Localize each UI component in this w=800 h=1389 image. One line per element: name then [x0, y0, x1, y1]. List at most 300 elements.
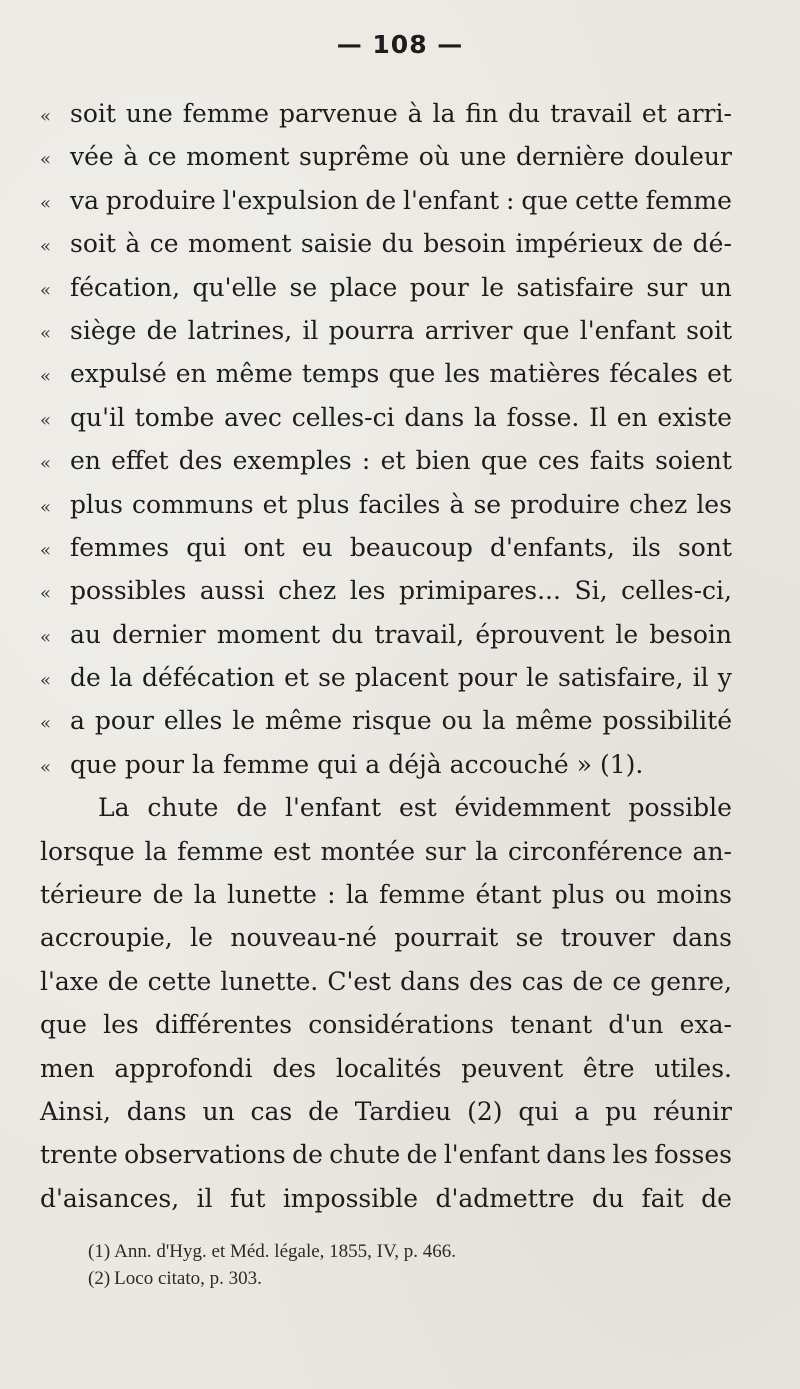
word: le — [190, 923, 213, 953]
word: moment — [216, 619, 321, 649]
word: de — [70, 663, 101, 693]
word: observations — [124, 1140, 286, 1170]
word: l'expulsion — [222, 185, 359, 215]
word: faciles — [358, 489, 441, 519]
word: l'axe — [40, 966, 99, 996]
quote-mark: « — [40, 626, 52, 648]
word: utiles. — [654, 1053, 732, 1083]
page-number: — 108 — — [336, 30, 464, 59]
word: genre, — [650, 966, 732, 996]
word: primipares... — [398, 576, 561, 606]
word: dernière — [516, 142, 625, 172]
word: impossible — [282, 1183, 419, 1213]
word: qu'elle — [192, 272, 278, 302]
text-line — [40, 526, 732, 569]
word: y — [717, 663, 732, 693]
text-line — [40, 1090, 732, 1133]
word: les — [696, 489, 732, 519]
word: moment — [188, 229, 292, 259]
word: trente — [40, 1140, 118, 1170]
word: matières — [489, 359, 601, 389]
word: le — [232, 706, 256, 736]
word: celles-ci, — [621, 576, 732, 606]
word: La — [98, 793, 130, 823]
word: impérieux — [515, 229, 643, 259]
line-text — [70, 699, 732, 742]
word: à — [125, 229, 141, 259]
quote-mark: « — [40, 583, 52, 605]
line-text — [40, 1177, 732, 1220]
word: sur — [646, 272, 688, 302]
word: (2) — [467, 1096, 503, 1126]
line-text — [70, 396, 732, 439]
word: et — [707, 359, 732, 389]
word: soit — [70, 229, 116, 259]
word: saisie — [300, 229, 373, 259]
word: a — [574, 1096, 590, 1126]
word: ce — [149, 229, 179, 259]
word: trouver — [560, 923, 655, 953]
word: même — [515, 706, 593, 736]
word: plus — [551, 880, 605, 910]
line-text — [70, 526, 732, 569]
word: pourrait — [394, 923, 499, 953]
line-text — [40, 873, 732, 916]
footnote — [88, 1238, 728, 1265]
word: pu — [605, 1096, 638, 1126]
word: men — [40, 1053, 95, 1083]
text-line — [40, 656, 732, 699]
word: l'enfant — [443, 1140, 540, 1170]
line-text — [70, 135, 732, 178]
word: à — [449, 489, 465, 519]
word: même — [264, 706, 342, 736]
word: se — [515, 923, 544, 953]
word: avec — [224, 402, 282, 432]
text-line — [40, 613, 732, 656]
line-text — [70, 656, 732, 699]
word: même — [215, 359, 293, 389]
word: existe — [657, 402, 732, 432]
word: pour — [124, 749, 185, 779]
word: soit — [686, 315, 732, 345]
line-text — [70, 266, 732, 309]
word: effet — [111, 446, 169, 476]
word: : — [506, 185, 515, 215]
line-text — [40, 1090, 732, 1133]
line-text — [40, 830, 732, 873]
word: le — [615, 619, 639, 649]
word: que — [70, 749, 117, 779]
word: déjà — [388, 749, 442, 779]
text-line — [40, 1133, 732, 1176]
word: lunette — [226, 880, 317, 910]
word: qui — [518, 1096, 559, 1126]
word: la — [109, 663, 133, 693]
line-text — [40, 786, 732, 829]
word: évidemment — [454, 793, 611, 823]
word: la — [432, 99, 456, 128]
word: pourra — [328, 315, 415, 345]
quote-mark: « — [40, 366, 52, 388]
text-line — [40, 352, 732, 395]
word: fin — [465, 99, 499, 128]
word: dans — [400, 966, 460, 996]
word: de — [365, 185, 397, 215]
word: fait — [641, 1183, 684, 1213]
word: parvenue — [278, 99, 398, 128]
word: fosse. — [506, 402, 580, 432]
word: Tardieu — [354, 1096, 452, 1126]
word: la — [144, 836, 168, 866]
word: place — [329, 272, 398, 302]
line-text — [40, 916, 732, 959]
word: à — [407, 99, 423, 128]
word: de — [406, 1140, 438, 1170]
word: de — [572, 966, 604, 996]
word: chute — [147, 793, 219, 823]
quote-mark: « — [40, 713, 52, 735]
word: la — [192, 749, 215, 779]
word: circonférence — [508, 836, 683, 866]
word: besoin — [423, 229, 507, 259]
word: l'enfant — [285, 793, 382, 823]
word: les — [444, 359, 481, 389]
word: fécales — [609, 359, 698, 389]
word: qui — [186, 532, 227, 562]
word: produire — [510, 489, 621, 519]
line-text — [40, 1047, 732, 1090]
text-line — [40, 699, 732, 742]
word: d'aisances, — [40, 1183, 180, 1213]
word: d'admettre — [435, 1183, 575, 1213]
word: (1). — [599, 749, 644, 779]
word: suprême — [299, 142, 410, 172]
word: éprouvent — [475, 619, 605, 649]
word: ils — [631, 532, 661, 562]
word: possibilité — [602, 706, 732, 736]
word: et — [284, 663, 309, 693]
word: étant — [475, 880, 542, 910]
quote-mark: « — [40, 106, 52, 127]
word: et — [380, 446, 406, 476]
word: femme — [378, 880, 466, 910]
word: moins — [656, 880, 732, 910]
text-line — [40, 1177, 732, 1220]
word: de — [236, 793, 268, 823]
word: accroupie, — [40, 923, 173, 953]
line-text — [70, 309, 732, 352]
quote-mark: « — [40, 192, 52, 214]
word: tenant — [510, 1010, 593, 1040]
word: en — [175, 359, 207, 389]
word: se — [473, 489, 502, 519]
word: la — [482, 706, 506, 736]
footnote — [88, 1265, 728, 1292]
text-line — [40, 569, 732, 612]
word: ont — [243, 532, 285, 562]
word: l'enfant — [579, 315, 676, 345]
word: du — [591, 1183, 625, 1213]
word: faits — [589, 446, 645, 476]
word: Ainsi, — [40, 1096, 111, 1126]
word: possibles — [70, 576, 187, 606]
word: il — [302, 315, 319, 345]
word: que — [480, 446, 528, 476]
word: le — [526, 663, 549, 693]
word: défécation — [142, 663, 275, 693]
body-text — [40, 92, 732, 1220]
word: arri- — [676, 99, 732, 128]
word: femmes — [70, 532, 170, 562]
line-text — [70, 222, 732, 265]
word: sur — [424, 836, 466, 866]
line-text — [40, 960, 732, 1003]
word: considérations — [308, 1010, 494, 1040]
text-line — [40, 179, 732, 222]
footnote-text: Ann. d'Hyg. et Méd. légale, 1855, IV, p. 466. — [114, 1241, 457, 1262]
line-text — [70, 92, 732, 135]
word: celles-ci — [291, 402, 395, 432]
text-line — [40, 135, 732, 178]
word: au — [70, 619, 102, 649]
word: le — [481, 272, 505, 302]
word: peuvent — [461, 1053, 564, 1083]
word: réunir — [653, 1096, 732, 1126]
word: se — [318, 663, 346, 693]
word: ou — [441, 706, 473, 736]
word: de — [107, 966, 139, 996]
word: les — [103, 1010, 139, 1040]
word: chute — [329, 1140, 401, 1170]
word: de — [308, 1096, 339, 1126]
word: des — [178, 446, 223, 476]
line-text — [70, 483, 732, 526]
word: approfondi — [114, 1053, 253, 1083]
text-line — [40, 830, 732, 873]
word: ce — [612, 966, 642, 996]
word: Il — [589, 402, 607, 432]
footnote-text: Loco citato, p. 303. — [114, 1268, 262, 1289]
word: l'enfant — [403, 185, 500, 215]
word: d'enfants, — [489, 532, 615, 562]
line-text — [70, 743, 732, 786]
word: cette — [575, 185, 639, 215]
word: une — [125, 99, 173, 128]
word: cas — [250, 1096, 293, 1126]
word: aussi — [199, 576, 265, 606]
word: soient — [655, 446, 732, 476]
word: femme — [182, 99, 270, 128]
word: les — [349, 576, 386, 606]
text-line — [40, 960, 732, 1003]
word: que — [522, 315, 570, 345]
word: pour — [94, 706, 154, 736]
word: exemples — [232, 446, 352, 476]
word: de — [146, 315, 178, 345]
word: pour — [409, 272, 469, 302]
word: lorsque — [40, 836, 135, 866]
word: qu'il — [70, 402, 125, 432]
word: la — [475, 836, 499, 866]
word: exa- — [679, 1010, 732, 1040]
word: dans — [126, 1096, 187, 1126]
word: fut — [230, 1183, 266, 1213]
word: femme — [645, 185, 732, 215]
word: les — [612, 1140, 649, 1170]
word: ou — [614, 880, 647, 910]
text-line — [40, 1003, 732, 1046]
word: la — [193, 880, 217, 910]
word: du — [381, 229, 414, 259]
word: térieure — [40, 880, 143, 910]
quote-mark: « — [40, 149, 52, 171]
word: dans — [672, 923, 732, 953]
quote-mark: « — [40, 756, 52, 778]
word: est — [398, 793, 437, 823]
quote-mark: « — [40, 236, 52, 258]
quote-mark: « — [40, 279, 52, 301]
word: : — [327, 880, 336, 910]
word: beaucoup — [349, 532, 473, 562]
text-line — [40, 916, 732, 959]
word: chez — [629, 489, 688, 519]
quote-mark: « — [40, 409, 52, 431]
text-line — [40, 873, 732, 916]
word: elles — [163, 706, 223, 736]
word: va — [70, 185, 100, 215]
word: où — [418, 142, 450, 172]
word: eu — [301, 532, 333, 562]
word: ce — [147, 142, 177, 172]
quote-mark: « — [40, 453, 52, 475]
word: fosses — [654, 1140, 732, 1170]
text-line — [40, 309, 732, 352]
word: a — [365, 749, 381, 779]
word: vée — [70, 142, 114, 172]
footnote-number: (2) — [88, 1268, 111, 1289]
word: bien — [415, 446, 471, 476]
word: un — [202, 1096, 235, 1126]
text-line — [40, 92, 732, 135]
text-line — [40, 266, 732, 309]
word: possible — [628, 793, 732, 823]
word: du — [508, 99, 541, 128]
word: an- — [692, 836, 732, 866]
word: satisfaire, — [558, 663, 684, 693]
text-line — [40, 439, 732, 482]
word: une — [459, 142, 507, 172]
word: de — [701, 1183, 732, 1213]
word: femme — [177, 836, 264, 866]
word: que — [40, 1010, 87, 1040]
text-line — [40, 396, 732, 439]
word: d'un — [608, 1010, 664, 1040]
word: douleur — [633, 142, 732, 172]
quote-mark: « — [40, 539, 52, 561]
word: a — [70, 706, 85, 736]
word: en — [70, 446, 101, 476]
word: besoin — [649, 619, 732, 649]
text-line — [40, 786, 732, 829]
word: lunette. — [220, 966, 319, 996]
word: il — [692, 663, 709, 693]
word: la — [473, 402, 497, 432]
word: fécation, — [70, 272, 181, 302]
footnotes — [88, 1238, 728, 1292]
word: moment — [186, 142, 290, 172]
line-text — [70, 569, 732, 612]
word: dans — [404, 402, 465, 432]
word: cas — [521, 966, 564, 996]
word: ces — [537, 446, 580, 476]
word: pour — [457, 663, 517, 693]
word: C'est — [327, 966, 391, 996]
line-text — [40, 1003, 732, 1046]
quote-mark: « — [40, 322, 52, 344]
word: de — [152, 880, 184, 910]
line-text — [40, 1133, 732, 1176]
word: nouveau-né — [230, 923, 377, 953]
word: et — [262, 489, 288, 519]
word: temps — [301, 359, 380, 389]
word: Si, — [574, 576, 608, 606]
word: travail — [550, 99, 632, 128]
word: femme — [222, 749, 310, 779]
word: que — [388, 359, 436, 389]
word: latrines, — [187, 315, 293, 345]
footnote-number: (1) — [88, 1241, 111, 1262]
word: plus — [70, 489, 123, 519]
word: se — [289, 272, 318, 302]
quote-mark: « — [40, 670, 52, 692]
word: » — [576, 749, 592, 779]
text-line — [40, 222, 732, 265]
text-line — [40, 743, 732, 786]
word: différentes — [154, 1010, 293, 1040]
word: dé- — [692, 229, 732, 259]
word: que — [521, 185, 569, 215]
line-text — [70, 613, 732, 656]
word: communs — [132, 489, 254, 519]
word: de — [292, 1140, 323, 1170]
word: du — [331, 619, 364, 649]
quote-mark: « — [40, 496, 52, 518]
word: plus — [296, 489, 350, 519]
word: siège — [70, 315, 137, 345]
word: chez — [278, 576, 337, 606]
word: en — [616, 402, 648, 432]
word: dernier — [112, 619, 206, 649]
word: cette — [147, 966, 212, 996]
line-text — [70, 439, 732, 482]
word: dans — [546, 1140, 607, 1170]
word: des — [468, 966, 513, 996]
word: produire — [105, 185, 216, 215]
word: accouché — [449, 749, 569, 779]
word: de — [652, 229, 684, 259]
word: : — [361, 446, 371, 476]
word: expulsé — [70, 359, 167, 389]
word: à — [123, 142, 139, 172]
word: soit — [70, 99, 116, 128]
word: qui — [317, 749, 358, 779]
word: il — [196, 1183, 213, 1213]
word: satisfaire — [516, 272, 634, 302]
word: des — [272, 1053, 317, 1083]
word: tombe — [134, 402, 215, 432]
word: être — [582, 1053, 635, 1083]
